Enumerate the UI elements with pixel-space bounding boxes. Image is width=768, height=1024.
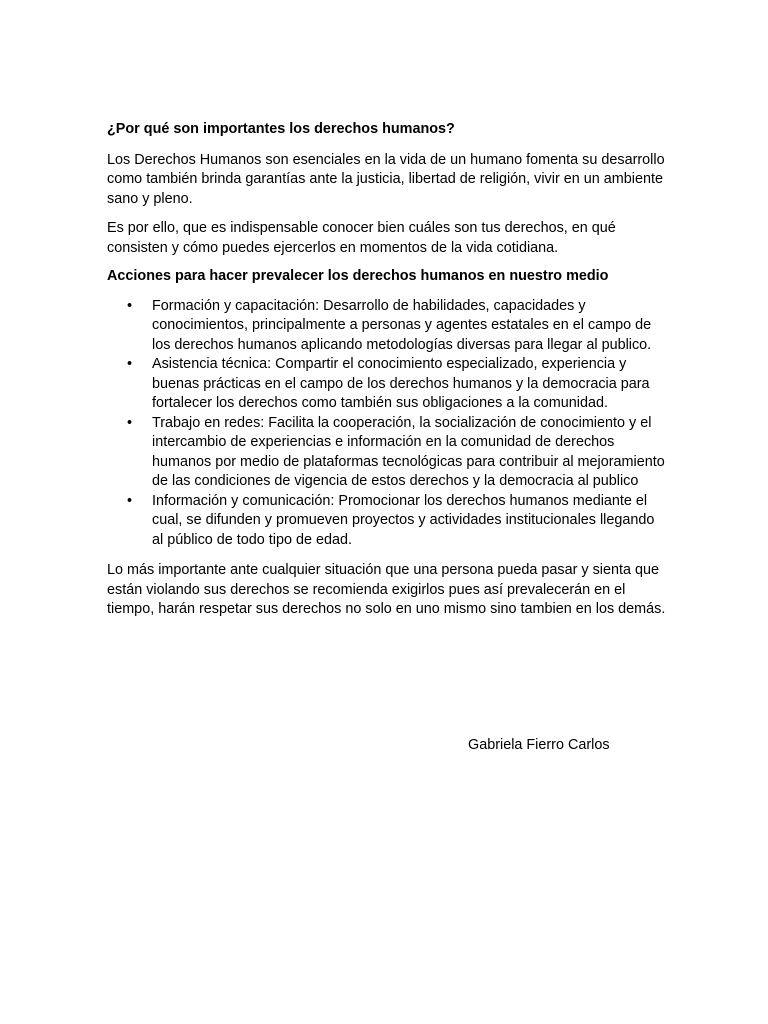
list-item-text: Asistencia técnica: Compartir el conocimiento especializado, experiencia y buenas prácticas en el campo de los derechos humanos y la democracia para fortalecer los derechos como también sus obligaciones a la comunidad. <box>152 356 650 411</box>
author-signature: Gabriela Fierro Carlos <box>468 737 610 753</box>
section-heading-actions: Acciones para hacer prevalecer los derechos humanos en nuestro medio <box>107 268 609 284</box>
section-heading-importance: ¿Por qué son importantes los derechos humanos? <box>107 121 455 137</box>
bullet-icon: • <box>127 492 133 509</box>
paragraph-conclusion: Lo más importante ante cualquier situación que una persona pueda pasar y sienta que están violando sus derechos se recomienda exigirlos pues así prevalecerán en el tiempo, harán respetar sus derechos no solo en uno mismo sino tambien en los demás. <box>107 562 666 617</box>
list-item <box>107 355 667 414</box>
bullet-icon: • <box>127 297 133 314</box>
list-item <box>107 414 667 492</box>
list-item <box>107 492 667 551</box>
list-item-text: Trabajo en redes: Facilita la cooperación, la socialización de conocimiento y el intercambio de experiencias e información en la comunidad de derechos humanos por medio de plataformas tecnológicas para contribuir al mejoramiento de las condiciones de vigencia de estos derechos y la democracia al publico <box>152 414 665 489</box>
paragraph-intro: Los Derechos Humanos son esenciales en la vida de un humano fomenta su desarrollo como también brinda garantías ante la justicia, libertad de religión, vivir en un ambiente sano y pleno. <box>107 151 665 207</box>
actions-list <box>107 297 667 551</box>
list-item-text: Información y comunicación: Promocionar los derechos humanos mediante el cual, se difunden y promueven proyectos y actividades institucionales llegando al público de todo tipo de edad. <box>152 492 655 548</box>
list-item <box>107 297 667 356</box>
paragraph-know-rights: Es por ello, que es indispensable conocer bien cuáles son tus derechos, en qué consisten y cómo puedes ejercerlos en momentos de la vida cotidiana. <box>107 220 616 256</box>
list-item-text: Formación y capacitación: Desarrollo de habilidades, capacidades y conocimientos, principalmente a personas y agentes estatales en el campo de los derechos humanos aplicando metodologías diversas para llegar al publico. <box>152 297 652 353</box>
document-body <box>107 120 667 620</box>
bullet-icon: • <box>127 414 133 431</box>
bullet-icon: • <box>127 356 133 372</box>
